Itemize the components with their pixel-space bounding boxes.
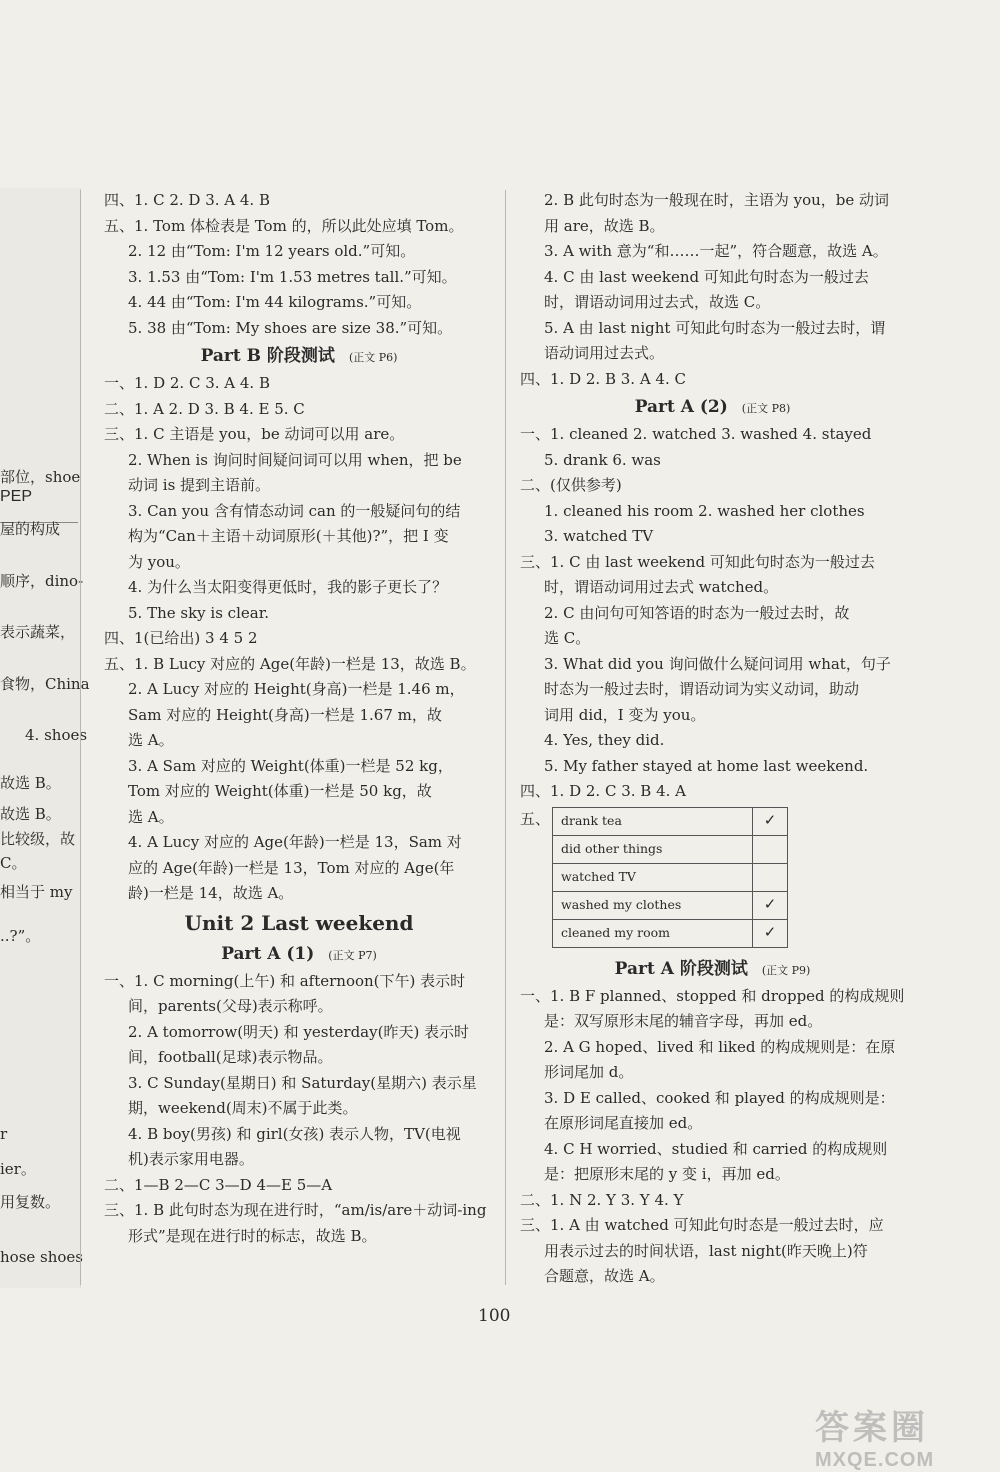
section-page-ref: (正文 P7) [328,948,377,962]
answer-line: 4. B boy(男孩) 和 girl(女孩) 表示人物，TV(电视 [128,1124,461,1143]
checklist-block [520,807,905,948]
section-heading-title: Part A 阶段测试 [614,958,748,979]
answer-line: 选 A。 [128,807,174,826]
strip-text-line: r [0,1125,8,1143]
strip-text-line: 食物，China [0,675,90,693]
section-heading [104,341,494,371]
answer-line: 3. Can you 含有情态动词 can 的一般疑问句的结 [128,501,461,520]
check-mark-cell: ✓ [753,807,788,835]
answer-line: 4. C H worried、studied 和 carried 的构成规则 [544,1139,888,1158]
answer-line: 四、1(已给出) 3 4 5 2 [104,629,258,647]
answer-line: 三、1. A 由 watched 可知此句时态是一般过去时，应 [520,1216,884,1234]
section-heading [520,392,905,422]
answer-line: 3. A with 意为“和……一起”，符合题意，故选 A。 [544,242,888,260]
answer-line: 一、1. cleaned 2. watched 3. washed 4. stayed [520,425,872,443]
section-page-ref: (正文 P6) [348,351,398,364]
answer-line: 二、1. A 2. D 3. B 4. E 5. C [104,399,305,418]
section-heading [104,939,494,969]
answer-line: 应的 Age(年龄)一栏是 13，Tom 对应的 Age(年 [128,858,455,877]
answer-line: 机)表示家用电器。 [128,1150,254,1168]
answer-line: 3. D E called、cooked 和 played 的构成规则是： [544,1088,895,1107]
strip-text-line: 部位，shoe [0,468,81,486]
answer-line: 二、1—B 2—C 3—D 4—E 5—A [104,1175,333,1194]
watermark-logo-text: 答案圈 [815,1409,929,1447]
watermark [815,1400,995,1471]
answer-column-right [520,188,905,1290]
answer-line: 五、1. B Lucy 对应的 Age(年龄)一栏是 13，故选 B。 [104,654,476,673]
strip-text-line: 表示蔬菜， [0,623,76,641]
answer-column-middle [104,188,494,1249]
answer-line: 三、1. C 主语是 you，be 动词可以用 are。 [104,425,405,443]
answer-line: 二、(仅供参考) [520,476,622,494]
answer-line: 语动词用过去式。 [544,344,665,362]
answer-line: 5. drank 6. was [544,450,661,469]
answer-line: 时态为一般过去时，谓语动词为实义动词，助动 [544,680,860,698]
section-page-ref: (正文 P8) [741,402,791,415]
answer-line: 是：双写原形末尾的辅音字母，再加 ed。 [544,1012,823,1030]
answer-line: 5. A 由 last night 可知此句时态为一般过去时，谓 [544,318,886,337]
answer-line: 3. A Sam 对应的 Weight(体重)一栏是 52 kg， [128,756,453,775]
answer-line: 形式”是现在进行时的标志，故选 B。 [128,1226,377,1245]
section-heading-title: Part A (1) [221,943,315,964]
answer-line: 间，football(足球)表示物品。 [128,1048,333,1066]
answer-line: 4. 44 由“Tom: I'm 44 kilograms.”可知。 [128,293,422,311]
answer-line: 词用 did，I 变为 you。 [544,705,706,724]
answer-line: 2. B 此句时态为一般现在时，主语为 you，be 动词 [544,191,890,209]
answer-line: 在原形词尾直接加 ed。 [544,1114,703,1132]
strip-text-line: 故选 B。 [0,805,61,823]
check-mark-cell [753,835,788,863]
strip-text-line: 屋的构成 [0,520,61,538]
answer-line: 3. What did you 询问做什么疑问词用 what，句子 [544,654,891,673]
strip-text-line: 顺序，dino- [0,572,84,590]
answer-line: 间，parents(父母)表示称呼。 [128,997,333,1015]
pep-label: PEP [0,488,33,505]
activity-checklist [552,807,788,948]
answer-line: 四、1. D 2. C 3. B 4. A [520,782,686,800]
strip-text-line: ier。 [0,1160,36,1178]
answer-line: 选 A。 [128,731,174,749]
answer-line: 为 you。 [128,552,190,571]
section-heading-title: Part B 阶段测试 [200,346,335,366]
activity-cell: cleaned my room [553,919,753,947]
answer-line: 4. 为什么当太阳变得更低时，我的影子更长了？ [128,578,448,596]
divider-left [80,190,81,1285]
strip-text-line: 相当于 my [0,883,73,901]
divider-center [505,190,506,1285]
table-row [553,807,788,835]
answer-line: 4. A Lucy 对应的 Age(年龄)一栏是 13，Sam 对 [128,833,462,851]
answer-line: 2. C 由问句可知答语的时态为一般过去时，故 [544,603,850,622]
activity-cell: did other things [553,835,753,863]
strip-text-line: ..?”。 [0,927,41,945]
answer-line: 期，weekend(周末)不属于此类。 [128,1099,358,1117]
page-number: 100 [478,1306,511,1326]
unit-title: Unit 2 Last weekend [184,910,414,935]
answer-line: 5. The sky is clear. [128,603,269,622]
answer-line: 3. 1.53 由“Tom: I'm 1.53 metres tall.”可知。 [128,267,457,286]
table-row [553,863,788,891]
answer-line: 3. C Sunday(星期日) 和 Saturday(星期六) 表示星 [128,1073,477,1092]
answer-line: 五、1. Tom 体检表是 Tom 的，所以此处应填 Tom。 [104,216,464,235]
answer-line: 合题意，故选 A。 [544,1267,665,1285]
table-row [553,919,788,947]
question-number: 五、 [520,809,551,828]
strip-text-line: C。 [0,854,27,872]
answer-line: 用 are，故选 B。 [544,216,665,235]
answer-line: 一、1. B F planned、stopped 和 dropped 的构成规则 [520,986,905,1005]
activity-cell: washed my clothes [553,891,753,919]
activity-cell: drank tea [553,807,753,835]
section-page-ref: (正文 P9) [761,963,811,977]
answer-line: 一、1. D 2. C 3. A 4. B [104,374,270,392]
check-mark-cell: ✓ [753,919,788,947]
answer-line: 2. A Lucy 对应的 Height(身高)一栏是 1.46 m， [128,680,465,698]
strip-text-line: hose shoes [0,1248,83,1266]
answer-line: 4. Yes, they did. [544,731,665,749]
answer-line: 时，谓语动词用过去式，故选 C。 [544,293,771,311]
check-mark-cell: ✓ [753,891,788,919]
answer-line: 构为“Can＋主语＋动词原形(＋其他)?”，把 I 变 [128,527,449,545]
watermark-url: MXQE.COM [815,1449,935,1471]
answer-line: 三、1. C 由 last weekend 可知此句时态为一般过去 [520,552,875,571]
answer-line: 5. My father stayed at home last weekend. [544,756,869,775]
answer-line: 1. cleaned his room 2. washed her clothes [544,501,865,520]
strip-text-line: 4. shoes [25,726,88,744]
answer-line: 四、1. D 2. B 3. A 4. C [520,369,686,388]
answer-line: 2. When is 询问时间疑问词可以用 when，把 be [128,450,462,469]
answer-line: 用表示过去的时间状语，last night(昨天晚上)符 [544,1241,868,1260]
answer-line: 2. A G hoped、lived 和 liked 的构成规则是：在原 [544,1037,896,1056]
answer-line: 是：把原形末尾的 y 变 i，再加 ed。 [544,1165,790,1183]
answer-line: Sam 对应的 Height(身高)一栏是 1.67 m，故 [128,705,442,724]
answer-line: 形词尾加 d。 [544,1063,634,1081]
table-row [553,891,788,919]
answer-line: 四、1. C 2. D 3. A 4. B [104,191,270,209]
table-row [553,835,788,863]
section-heading-title: Part A (2) [634,397,728,417]
answer-line: 4. C 由 last weekend 可知此句时态为一般过去 [544,267,869,286]
strip-text-line: 比较级，故 [0,830,76,848]
check-mark-cell [753,863,788,891]
answer-line: 三、1. B 此句时态为现在进行时，“am/is/are＋动词-ing [104,1201,487,1219]
answer-line: 动词 is 提到主语前。 [128,476,271,494]
answer-line: Tom 对应的 Weight(体重)一栏是 50 kg，故 [128,782,432,800]
answer-line: 时，谓语动词用过去式 watched。 [544,578,779,596]
answer-line: 一、1. C morning(上午) 和 afternoon(下午) 表示时 [104,971,466,990]
answer-line: 龄)一栏是 14，故选 A。 [128,884,294,902]
answer-line: 2. 12 由“Tom: I'm 12 years old.”可知。 [128,242,416,260]
section-heading [520,954,905,984]
answer-line: 3. watched TV [544,527,654,545]
adjacent-page-strip [0,188,90,1288]
answer-line: 二、1. N 2. Y 3. Y 4. Y [520,1190,684,1209]
activity-cell: watched TV [553,863,753,891]
answer-line: 5. 38 由“Tom: My shoes are size 38.”可知。 [128,318,453,337]
answer-line: 2. A tomorrow(明天) 和 yesterday(昨天) 表示时 [128,1022,470,1041]
strip-text-line: 故选 B。 [0,774,61,792]
answer-line: 选 C。 [544,629,591,647]
strip-text-line: 用复数。 [0,1193,61,1211]
